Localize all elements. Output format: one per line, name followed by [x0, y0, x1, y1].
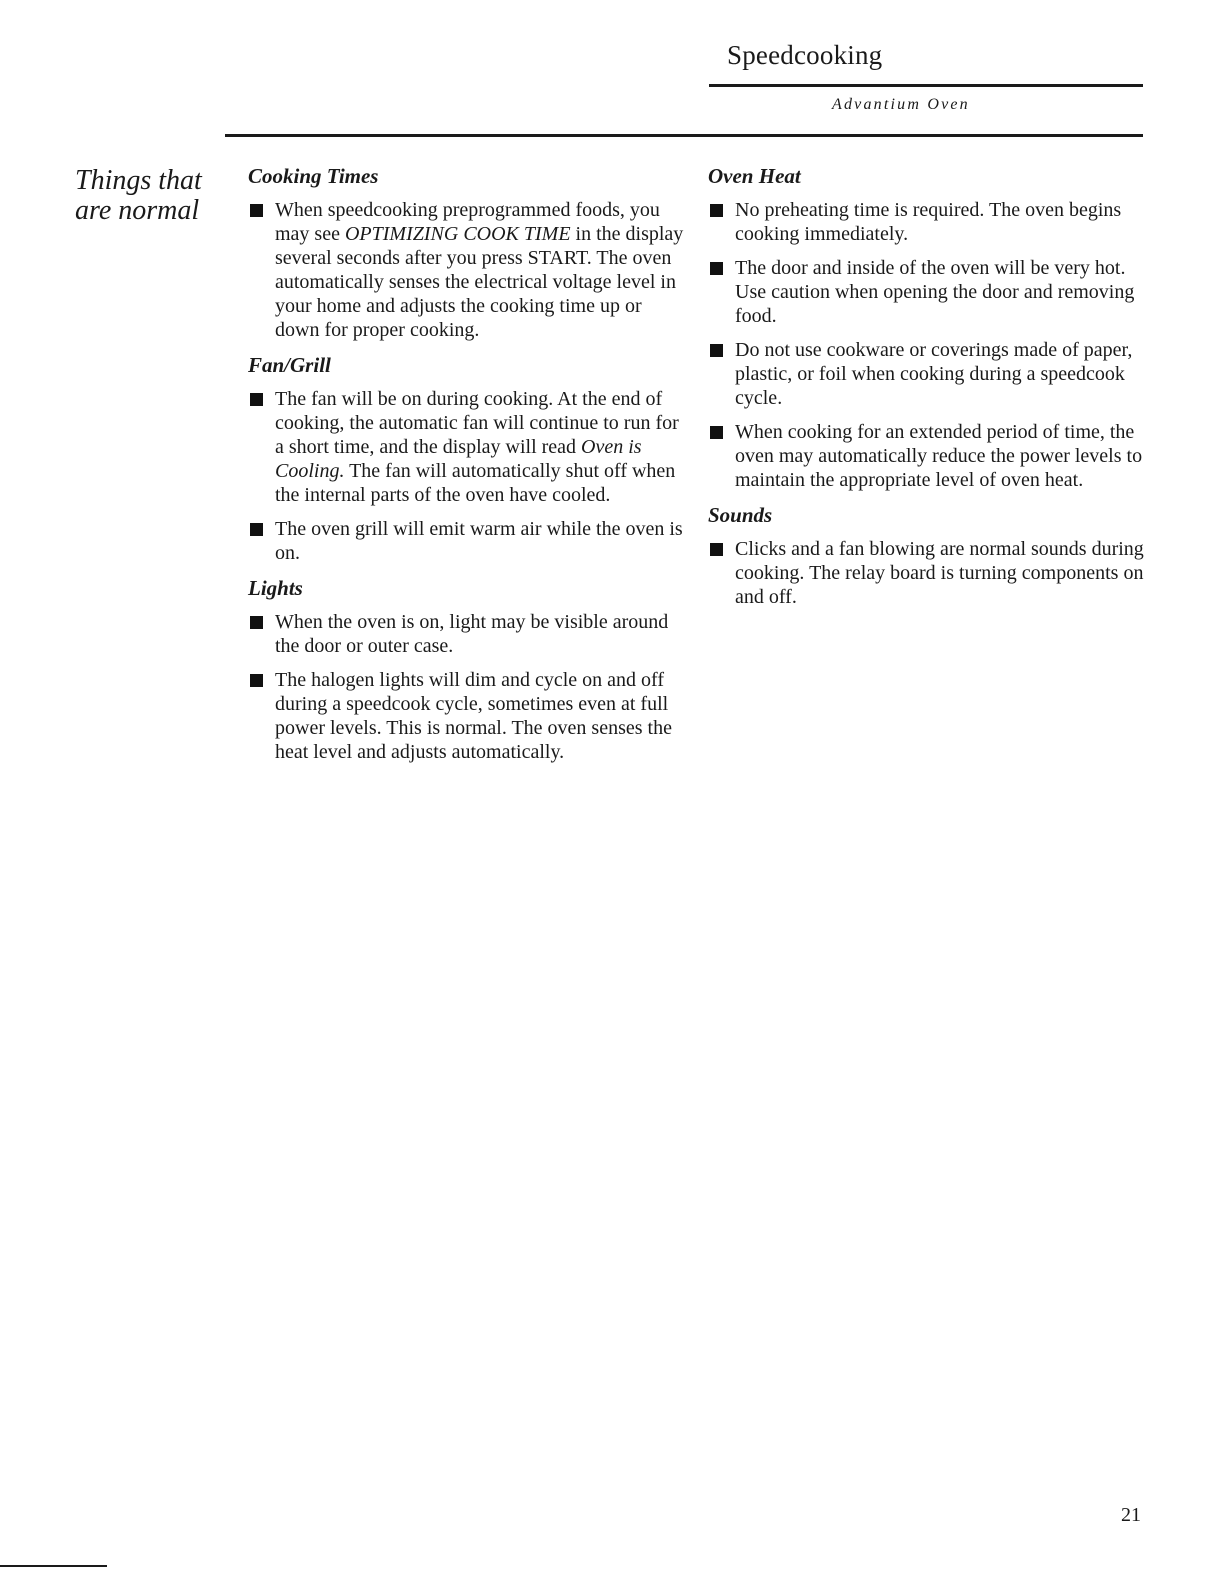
left-column: [248, 163, 688, 774]
page-number: 21: [1121, 1504, 1141, 1526]
right-column: [708, 163, 1148, 619]
display-message: Oven is Cooling.: [275, 436, 642, 482]
section-heading: Lights: [248, 576, 303, 600]
bullet-item: [248, 610, 688, 658]
square-bullet-icon: [710, 344, 723, 357]
section-rule: [225, 134, 1143, 137]
bullet-item: [708, 198, 1148, 246]
bullet-item: [708, 420, 1148, 492]
section-fan-grill: [248, 352, 688, 565]
bullet-text: Do not use cookware or coverings made of paper, plastic, or foil when cooking during a speedcook cycle.: [735, 339, 1133, 409]
bullet-text: No preheating time is required. The oven begins cooking immediately.: [735, 199, 1122, 245]
square-bullet-icon: [250, 616, 263, 629]
bullet-text: The halogen lights will dim and cycle on and off during a speedcook cycle, sometimes even at full power levels. This is normal. The oven senses the heat level and adjusts automatically.: [275, 669, 672, 763]
square-bullet-icon: [250, 674, 263, 687]
square-bullet-icon: [250, 523, 263, 536]
square-bullet-icon: [710, 426, 723, 439]
square-bullet-icon: [710, 204, 723, 217]
bullet-text: The fan will be on during cooking. At the end of cooking, the automatic fan will continue to run for a short time, and the display will read: [275, 388, 679, 458]
bullet-text: When the oven is on, light may be visible around the door or outer case.: [275, 611, 669, 657]
bullet-item: [248, 517, 688, 565]
bullet-text: When speedcooking preprogrammed foods, you may see: [275, 199, 660, 245]
section-heading: Oven Heat: [708, 164, 801, 188]
page-header-subtitle: Advantium Oven: [832, 96, 970, 113]
display-message: OPTIMIZING COOK TIME: [344, 223, 571, 245]
header-rule: [709, 84, 1143, 87]
bullet-text: Clicks and a fan blowing are normal sounds during cooking. The relay board is turning components on and off.: [735, 538, 1144, 608]
side-heading: [75, 166, 202, 226]
footer-rule: [0, 1565, 107, 1567]
bullet-text: The fan will automatically shut off when the internal parts of the oven have cooled.: [275, 460, 676, 506]
section-lights: [248, 575, 688, 764]
section-oven-heat: [708, 163, 1148, 492]
square-bullet-icon: [250, 204, 263, 217]
bullet-item: [708, 256, 1148, 328]
side-heading-line-1: Things that: [75, 165, 202, 196]
bullet-text: The door and inside of the oven will be very hot. Use caution when opening the door and removing food.: [735, 257, 1135, 327]
bullet-text: in the display several seconds after you press START. The oven automatically senses the electrical voltage level in your home and adjusts the cooking time up or down for proper cooking.: [275, 223, 684, 341]
section-sounds: [708, 502, 1148, 609]
page-header-title: Speedcooking: [727, 40, 883, 70]
square-bullet-icon: [710, 262, 723, 275]
section-heading: Fan/Grill: [248, 353, 331, 377]
bullet-text: The oven grill will emit warm air while the oven is on.: [275, 518, 683, 564]
bullet-item: [248, 198, 688, 342]
bullet-item: [248, 668, 688, 764]
side-heading-line-2: are normal: [75, 195, 200, 226]
bullet-text: When cooking for an extended period of time, the oven may automatically reduce the power levels to maintain the appropriate level of oven heat.: [735, 421, 1143, 491]
square-bullet-icon: [250, 393, 263, 406]
bullet-item: [708, 338, 1148, 410]
section-heading: Cooking Times: [248, 164, 379, 188]
section-cooking-times: [248, 163, 688, 342]
square-bullet-icon: [710, 543, 723, 556]
bullet-item: [708, 537, 1148, 609]
section-heading: Sounds: [708, 503, 773, 527]
bullet-item: [248, 387, 688, 507]
